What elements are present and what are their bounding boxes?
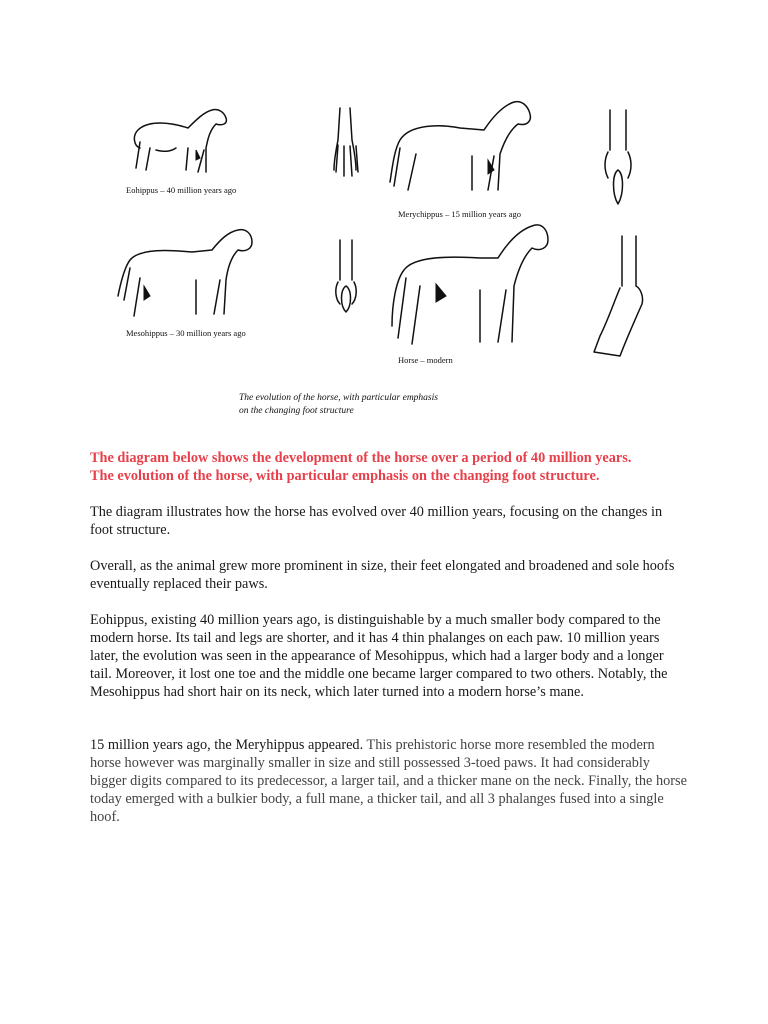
paragraph-2: Overall, as the animal grew more prominent in size, their feet elongated and broadened and sole hoofs eventually replaced their paws.	[90, 558, 675, 592]
heading-line-2: The evolution of the horse, with particular emphasis on the changing foot structure.	[90, 468, 600, 484]
mesohippus-label: Mesohippus – 30 million years ago	[126, 328, 246, 338]
figure-caption	[239, 392, 438, 418]
caption-line-2: on the changing foot structure	[239, 406, 354, 416]
paragraph-1: The diagram illustrates how the horse has evolved over 40 million years, focusing on the changes in foot structure.	[90, 504, 663, 538]
caption-line-1: The evolution of the horse, with particular emphasis	[239, 393, 438, 403]
horse-evolution-figure	[100, 90, 680, 430]
paragraph-4	[90, 736, 688, 826]
heading	[90, 449, 688, 485]
eohippus-label: Eohippus – 40 million years ago	[126, 185, 237, 195]
modern-foot-drawing	[100, 90, 680, 430]
paragraph-3: Eohippus, existing 40 million years ago, is distinguishable by a much smaller body compared to the modern horse. Its tail and legs are shorter, and it has 4 thin phalanges on each paw. 10 million years later, the evolution was seen in the appearance of Mesohippus, which had a larger body and a longer tail. Moreover, it lost one toe and the middle one became larger compared to two others. Notably, the Mesohippus had short hair on its neck, which later turned into a modern horse’s mane.	[90, 612, 668, 700]
paragraph-4-intro: 15 million years ago, the Meryhippus appeared.	[90, 737, 364, 753]
paragraph-4-body: This prehistoric horse more resembled the modern horse however was marginally smaller in size and still possessed 3-toed paws. It had considerably bigger digits compared to its predecessor, a larger tail, and a thicker mane on the neck. Finally, the horse today emerged with a bulkier body, a full mane, a thicker tail, and all 3 phalanges fused into a single hoof.	[90, 737, 687, 825]
merychippus-label: Merychippus – 15 million years ago	[398, 209, 521, 219]
heading-line-1: The diagram below shows the development of the horse over a period of 40 million years.	[90, 450, 632, 466]
modern-horse-label: Horse – modern	[398, 355, 453, 365]
